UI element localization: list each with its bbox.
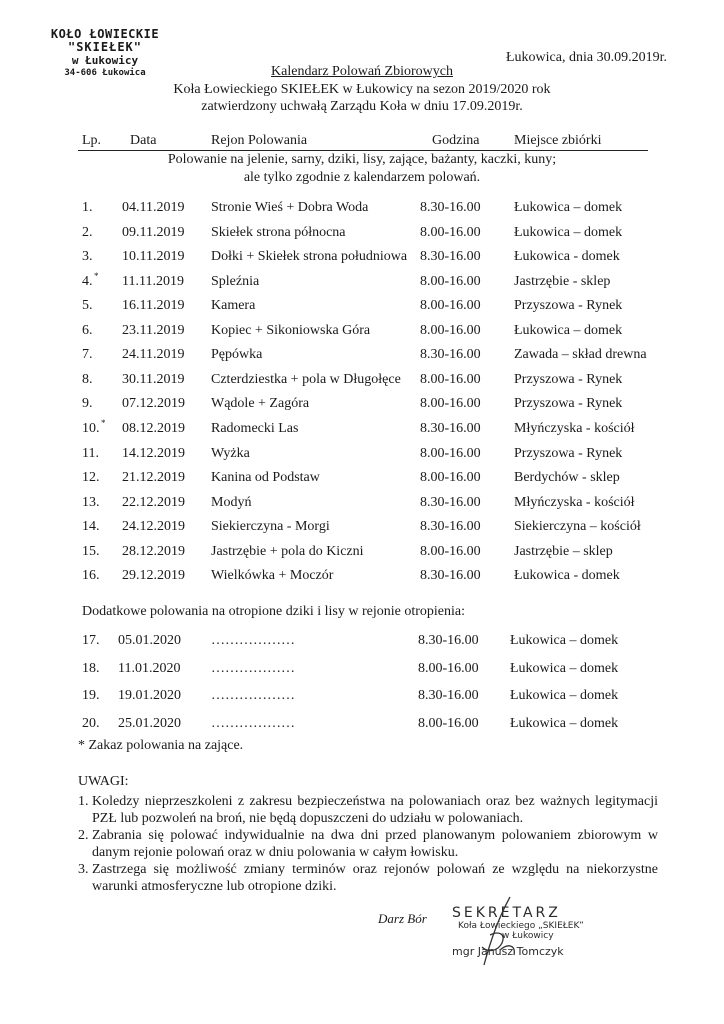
table-row — [0, 661, 724, 681]
row-place: Łukowica – domek — [514, 224, 623, 240]
secretary-club: Koła Łowieckiego „SKIEŁEK” — [458, 921, 584, 931]
row-lp: 1. — [82, 200, 93, 215]
hunt-species-line: Polowanie na jelenie, sarny, dziki, lisy, zające, bażanty, kaczki, kuny; — [167, 152, 557, 167]
table-row — [0, 417, 724, 441]
row-place: Jastrzębie - sklep — [514, 273, 611, 289]
row-region: Modyń — [211, 494, 252, 510]
table-row — [0, 225, 724, 245]
no-hare-marker: * — [94, 270, 99, 281]
table-row — [0, 446, 724, 466]
row-hours: 8.30-16.00 — [418, 633, 479, 648]
secretary-location: w Łukowicy — [502, 931, 554, 941]
row-region: Kopiec + Sikoniowska Góra — [211, 322, 371, 338]
row-region: Radomecki Las — [211, 420, 299, 436]
row-hours: 8.30-16.00 — [420, 494, 481, 510]
table-row — [0, 544, 724, 564]
row-place: Przyszowa - Rynek — [514, 298, 623, 314]
remarks-title: UWAGI: — [78, 774, 129, 789]
row-lp: 20. — [82, 715, 100, 731]
remark-number: 1. — [78, 794, 89, 809]
table-row — [0, 298, 724, 318]
row-lp: 19. — [82, 688, 100, 703]
document-title-line-2: Koła Łowieckiego SKIEŁEK w Łukowicy na sezon 2019/2020 rok — [173, 82, 551, 97]
closing-greeting: Darz Bór — [378, 911, 427, 926]
row-lp: 10. — [82, 420, 100, 436]
row-place: Siekierczyna – kościół — [514, 519, 641, 535]
row-region: Skiełek strona północna — [211, 224, 346, 240]
footnote: * Zakaz polowania na zające. — [78, 738, 244, 753]
row-date: 24.11.2019 — [122, 347, 185, 363]
remark-item — [78, 861, 658, 895]
row-date: 08.12.2019 — [122, 420, 185, 436]
remark-item — [78, 827, 658, 861]
row-date: 25.01.2020 — [118, 715, 181, 731]
remark-item — [78, 793, 658, 827]
row-place: Młyńczyska - kościół — [514, 420, 635, 436]
remark-number: 3. — [78, 862, 89, 877]
row-lp: 9. — [82, 396, 93, 412]
row-lp: 17. — [82, 633, 100, 648]
row-lp: 18. — [82, 660, 100, 676]
row-place: Łukowica – domek — [514, 322, 623, 338]
row-lp: 4. — [82, 273, 93, 289]
row-region: ……………… — [211, 660, 295, 676]
row-hours: 8.00-16.00 — [418, 660, 479, 676]
row-hours: 8.00-16.00 — [420, 470, 481, 486]
row-place: Młyńczyska - kościół — [514, 494, 635, 510]
row-region: ……………… — [211, 715, 295, 731]
remark-text: Zastrzega się możliwość zmiany terminów oraz rejonów polowań ze względu na niekorzystne warunki atmosferyczne lub otropione dziki. — [92, 862, 658, 894]
row-lp: 15. — [82, 543, 100, 559]
row-date: 05.01.2020 — [118, 633, 181, 648]
row-date: 23.11.2019 — [122, 322, 185, 338]
row-region: Wądole + Zagóra — [211, 396, 310, 412]
column-header-date: Data — [130, 133, 157, 148]
row-place: Łukowica – domek — [510, 715, 619, 731]
row-date: 04.11.2019 — [122, 200, 185, 215]
row-date: 29.12.2019 — [122, 568, 185, 584]
row-region: Kamera — [211, 298, 256, 314]
table-row — [0, 688, 724, 708]
extra-hunts-heading: Dodatkowe polowania na otropione dziki i lisy w rejonie otropienia: — [82, 604, 465, 619]
no-hare-marker: * — [101, 417, 106, 428]
row-date: 10.11.2019 — [122, 249, 185, 265]
remark-text: Koledzy nieprzeszkoleni z zakresu bezpieczeństwa na polowaniach oraz bez ważnych legitymacji PZŁ lub pozwoleń na broń, nie będą dopuszczeni do udziału w polowaniach. — [92, 794, 658, 826]
row-lp: 7. — [82, 347, 93, 363]
document-date: Łukowica, dnia 30.09.2019r. — [506, 50, 667, 65]
row-place: Łukowica – domek — [510, 633, 619, 648]
row-region: Stronie Wieś + Dobra Woda — [211, 200, 369, 215]
row-lp: 2. — [82, 224, 93, 240]
row-place: Jastrzębie – sklep — [514, 543, 613, 559]
row-lp: 14. — [82, 519, 100, 535]
row-place: Przyszowa - Rynek — [514, 396, 623, 412]
row-hours: 8.30-16.00 — [420, 420, 481, 436]
table-row — [0, 200, 724, 220]
row-date: 22.12.2019 — [122, 494, 185, 510]
row-place: Łukowica – domek — [510, 660, 619, 676]
row-date: 14.12.2019 — [122, 445, 185, 461]
table-row — [0, 495, 724, 515]
row-place: Zawada – skład drewna — [514, 347, 647, 363]
column-header-place: Miejsce zbiórki — [514, 133, 602, 148]
row-date: 30.11.2019 — [122, 371, 185, 387]
stamp-line-3: w Łukowicy — [71, 54, 139, 67]
stamp-line-2: "SKIEŁEK" — [67, 40, 143, 54]
table-row — [0, 568, 724, 588]
table-row — [0, 323, 724, 343]
row-hours: 8.30-16.00 — [420, 347, 481, 363]
row-date: 09.11.2019 — [122, 224, 185, 240]
column-header-region: Rejon Polowania — [211, 133, 308, 148]
row-region: Czterdziestka + pola w Długołęce — [211, 371, 401, 387]
handwritten-signature — [470, 895, 530, 970]
row-place: Łukowica – domek — [510, 688, 619, 703]
row-hours: 8.30-16.00 — [420, 519, 481, 535]
stamp-line-4: 34-606 Łukowica — [64, 68, 146, 78]
row-lp: 5. — [82, 298, 93, 314]
row-date: 11.11.2019 — [122, 273, 184, 289]
row-date: 28.12.2019 — [122, 543, 185, 559]
row-date: 11.01.2020 — [118, 660, 181, 676]
row-hours: 8.00-16.00 — [420, 322, 481, 338]
row-hours: 8.30-16.00 — [420, 200, 481, 215]
table-row — [0, 372, 724, 392]
secretary-title: SEKRETARZ — [452, 905, 561, 921]
row-place: Przyszowa - Rynek — [514, 445, 623, 461]
row-lp: 13. — [82, 494, 100, 510]
header-divider — [78, 150, 648, 151]
table-row — [0, 519, 724, 539]
row-region: Spleźnia — [211, 273, 260, 289]
row-place: Berdychów - sklep — [514, 470, 620, 486]
row-region: Wielkówka + Moczór — [211, 568, 334, 584]
row-place: Przyszowa - Rynek — [514, 371, 623, 387]
row-hours: 8.00-16.00 — [420, 273, 481, 289]
row-hours: 8.00-16.00 — [420, 224, 481, 240]
row-place: Łukowica - domek — [514, 568, 620, 584]
row-region: Dołki + Skiełek strona południowa — [211, 249, 408, 265]
table-row — [0, 347, 724, 367]
hunt-species-note: ale tylko zgodnie z kalendarzem polowań. — [243, 170, 481, 185]
row-lp: 6. — [82, 322, 93, 338]
row-date: 24.12.2019 — [122, 519, 185, 535]
row-place: Łukowica – domek — [514, 200, 623, 215]
stamp-line-1: KOŁO ŁOWIECKIE — [50, 27, 160, 41]
column-header-lp: Lp. — [82, 133, 102, 148]
row-region: ……………… — [211, 633, 295, 648]
secretary-name: mgr Janusz Tomczyk — [452, 945, 564, 958]
row-hours: 8.00-16.00 — [418, 715, 479, 731]
row-region: ……………… — [211, 688, 295, 703]
row-lp: 3. — [82, 249, 93, 265]
table-row — [0, 396, 724, 416]
table-row — [0, 716, 724, 736]
table-row — [0, 470, 724, 490]
row-lp: 8. — [82, 371, 93, 387]
table-row — [0, 270, 724, 294]
column-header-hours: Godzina — [432, 133, 480, 148]
row-lp: 12. — [82, 470, 100, 486]
row-region: Siekierczyna - Morgi — [211, 519, 330, 535]
row-hours: 8.00-16.00 — [420, 543, 481, 559]
row-hours: 8.30-16.00 — [420, 568, 481, 584]
row-hours: 8.30-16.00 — [418, 688, 479, 703]
row-date: 21.12.2019 — [122, 470, 185, 486]
row-region: Kanina od Podstaw — [211, 470, 320, 486]
table-row — [0, 633, 724, 653]
row-region: Jastrzębie + pola do Kiczni — [211, 543, 364, 559]
row-hours: 8.00-16.00 — [420, 445, 481, 461]
row-date: 16.11.2019 — [122, 298, 185, 314]
row-lp: 11. — [82, 445, 99, 461]
row-date: 07.12.2019 — [122, 396, 185, 412]
row-hours: 8.30-16.00 — [420, 249, 481, 265]
row-region: Pępówka — [211, 347, 263, 363]
row-place: Łukowica - domek — [514, 249, 620, 265]
remark-number: 2. — [78, 828, 89, 843]
row-date: 19.01.2020 — [118, 688, 181, 703]
remark-text: Zabrania się polować indywidualnie na dwa dni przed planowanym polowaniem zbiorowym w danym rejonie polowań oraz w dniu polowania w całym łowisku. — [92, 828, 658, 860]
row-hours: 8.00-16.00 — [420, 371, 481, 387]
row-lp: 16. — [82, 568, 100, 584]
document-title-line-3: zatwierdzony uchwałą Zarządu Koła w dniu 17.09.2019r. — [201, 99, 523, 114]
table-row — [0, 249, 724, 269]
row-region: Wyżka — [211, 445, 250, 461]
document-title: Kalendarz Polowań Zbiorowych — [271, 64, 453, 79]
row-hours: 8.00-16.00 — [420, 298, 481, 314]
row-hours: 8.00-16.00 — [420, 396, 481, 412]
